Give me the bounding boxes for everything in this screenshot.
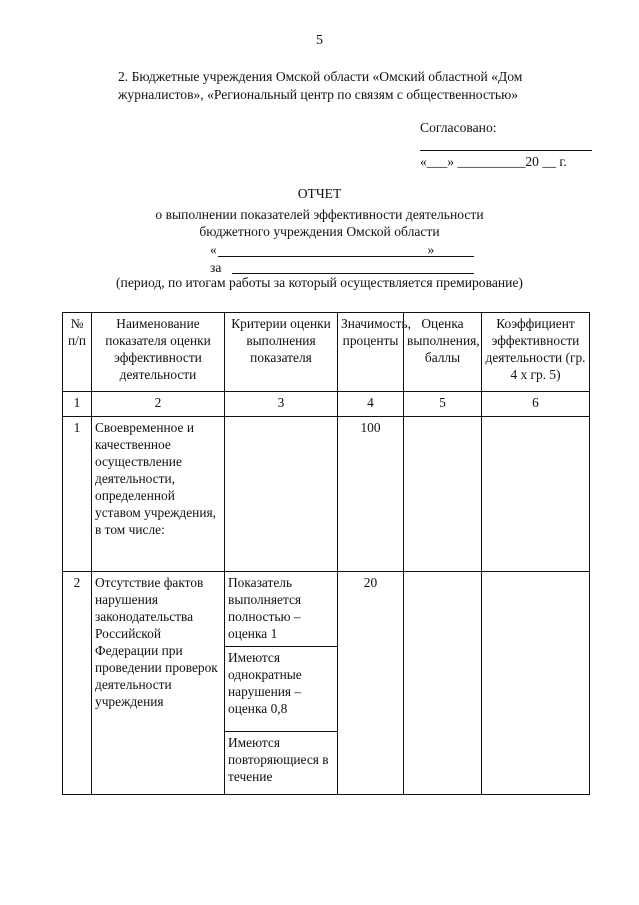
criterion-item: Показатель выполняется полностью – оценка 1 [225,572,337,647]
report-subtitle-line1: о выполнении показателей эффективности деятельности [155,207,484,222]
table-row [63,417,590,572]
page-number: 5 [316,33,323,48]
criterion-item: Имеются однократные нарушения – оценка 0,8 [225,647,337,732]
criteria-cell [225,572,338,795]
header-cell: Коэффициент эффективности деятельности (гр. 4 х гр. 5) [482,313,590,392]
column-number: 2 [92,392,225,417]
report-subtitle [0,206,639,240]
criterion-item: Имеются повторяющиеся в течение [228,735,329,784]
column-number: 5 [404,392,482,417]
approval-label: Согласовано: [420,120,497,135]
header-cell: № п/п [63,313,92,392]
header-cell: Критерии оценки выполнения показателя [225,313,338,392]
period-note: (период, по итогам работы за который осуществляется премирование) [116,275,523,290]
column-number-row [63,392,590,417]
weight-cell: 100 [338,417,404,572]
header-cell: Наименование показателя оценки эффективности деятельности [92,313,225,392]
score-cell [404,417,482,572]
row-number: 1 [63,417,92,572]
report-subtitle-line2: бюджетного учреждения Омской области [199,224,440,239]
indicator-name: Своевременное и качественное осуществление деятельности, определенной уставом учреждения, в том числе: [92,417,225,572]
weight-cell: 20 [338,572,404,795]
row-number: 2 [63,572,92,795]
coefficient-cell [482,572,590,795]
header-cell: Оценка выполнения, баллы [404,313,482,392]
criteria-cell [225,417,338,572]
table-header-row [63,313,590,392]
approval-signature-line [420,150,592,151]
column-number: 4 [338,392,404,417]
period-rule [232,273,474,274]
performance-table [62,312,590,795]
report-title: ОТЧЕТ [297,186,342,201]
header-cell: Значимость, проценты [338,313,404,392]
column-number: 1 [63,392,92,417]
column-number: 3 [225,392,338,417]
column-number: 6 [482,392,590,417]
table-row [63,572,590,795]
indicator-name: Отсутствие фактов нарушения законодательства Российской Федерации при проведении проверок деятельности учреждения [92,572,225,795]
approval-date: «___» __________20 __ г. [420,154,567,169]
section-heading: 2. Бюджетные учреждения Омской области «Омский областной «Дом журналистов», «Региональный центр по связям с общественностью» [118,69,523,102]
institution-name-rule [218,256,474,257]
coefficient-cell [482,417,590,572]
period-prefix: за [210,260,222,275]
score-cell [404,572,482,795]
institution-name-field: « » [210,242,435,257]
